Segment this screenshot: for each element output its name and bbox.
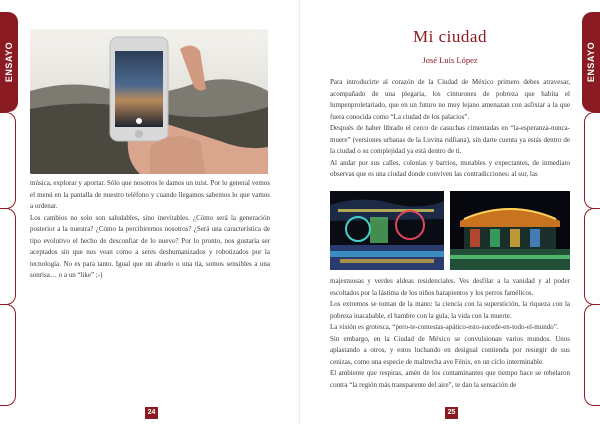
night-carousel-photo xyxy=(450,191,570,270)
page-number: 25 xyxy=(445,407,458,419)
right-page xyxy=(300,0,600,424)
tab-outline xyxy=(584,112,600,209)
right-body-text-top xyxy=(330,77,570,181)
paragraph: Después de haber librado el cerco de casuchas cimentadas en “la-esperanza-nunca-muere” (versiones urbanas de la Luvina rulfiana), sin darte cuenta ya estás dentro de la ciudad o su complejidad ya está dentro de ti. xyxy=(330,124,570,155)
paragraph: música, explorar y aportar. Sólo que nosotros le damos un tuist. Por lo general vemos el menú en la pantalla de nuestro teléfono y cuando llegamos sabemos lo que vamos a ordenar. xyxy=(30,179,270,210)
article-title: Mi ciudad xyxy=(413,27,487,46)
paragraph: Sin embargo, en la Ciudad de México se convulsionan varios mundos. Unos aplastando a otros, y estos luchando en desigual contienda por resurgir de sus cenizas, como una especie de maltrecha ave Fénix, en un ciclo interminable. xyxy=(330,334,570,366)
tab-outline xyxy=(0,304,16,406)
tab-outline xyxy=(0,112,16,209)
page-number: 24 xyxy=(145,407,158,419)
section-tab-label: ENSAYO xyxy=(586,41,596,83)
paragraph: El ambiente que respiras, amén de los contaminantes que tiempo hace se rebelaron contra “la región más transparente del aire”, te dan la sensación de xyxy=(330,369,570,389)
tab-outline xyxy=(584,304,600,406)
paragraph: Para introducirte al corazón de la Ciudad de México primero debes atravesar, acompañado de una plegaria, los cinturones de pobreza que habita el lumpenproletariado, que en un futuro no muy lejano amenazan con asfixiar a la que fuera conocida como “La ciudad de los palacios”. xyxy=(330,78,570,121)
right-body-text-bottom xyxy=(330,276,570,391)
night-fair-photo xyxy=(330,191,444,270)
paragraph: Los cambios no solo son saludables, sino inevitables. ¿Cómo será la generación posterior a la nuestra? ¿Cómo la percibiremos nosotros? ¿Será una característica de tipo evolutivo el hecho de desconfiar de lo nuevo? Por lo pronto, nos gustaría ser aceptados sin que nos vean como a seres deshumanizados y robotizados por la tecnología. No es para tanto. Igual que un abuelo o una tía, somos sensibles a una sonrisa… o a un “like” ;-) xyxy=(30,213,270,279)
paragraph: La visión es grotesca, “pero-te-contestas-apático-esto-sucede-en-todo-el-mundo”. xyxy=(330,323,559,331)
paragraph: majestuosas y verdes aldeas residenciales. Ves desfilar a la vanidad y al poder escoltados por la lástima de los niños harapientos y los perros famélicos. xyxy=(330,277,570,297)
paragraph: Al andar por sus calles, colonias y barrios, mutables y expectantes, de inmediato observas que es una ciudad donde conviven las contradicciones: al sur, las xyxy=(330,158,570,178)
tab-outline xyxy=(0,208,16,305)
phone-photo xyxy=(30,29,268,174)
section-tab-label: ENSAYO xyxy=(4,41,14,83)
section-tab xyxy=(582,12,600,112)
left-body-text xyxy=(30,178,270,282)
article-author: José Luis López xyxy=(422,55,478,65)
paragraph: Los extremos se toman de la mano: la ciencia con la superstición, la riqueza con la pobreza inacabable, el hambre con la gula, la vida con la muerte. xyxy=(330,300,570,320)
tab-outline xyxy=(584,208,600,305)
section-tab xyxy=(0,12,18,112)
